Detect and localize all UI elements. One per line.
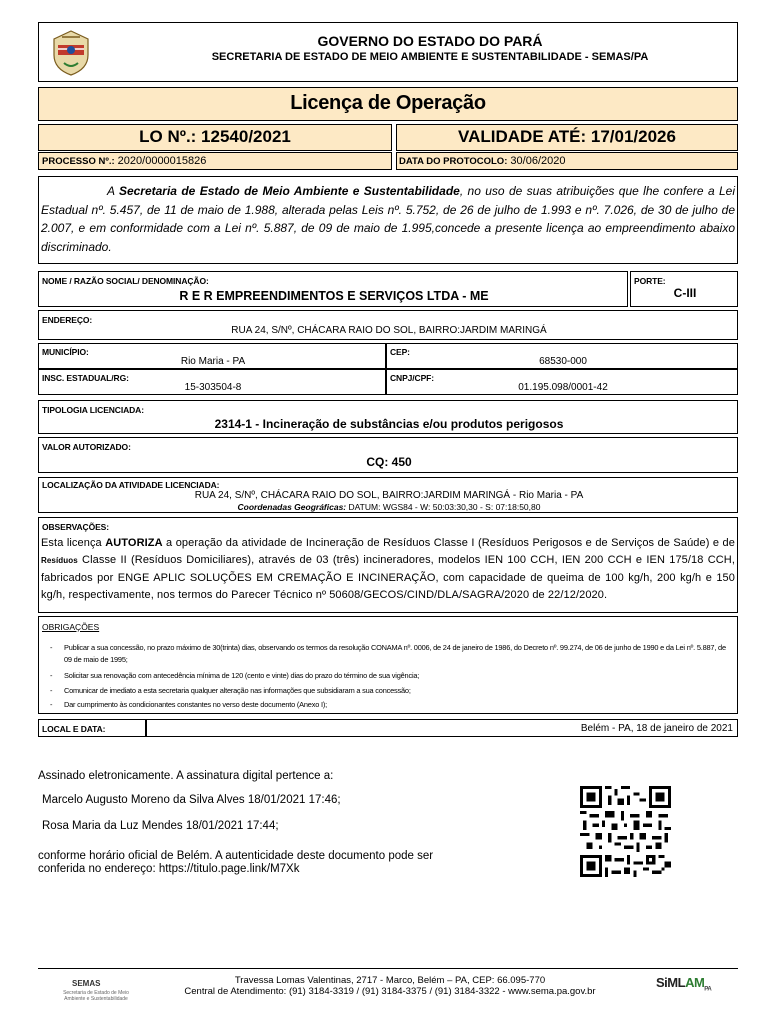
semas-logo-subtitle: Secretaria de Estado de Meio Ambiente e Sustentabilidade [63, 990, 129, 1002]
coords-value: DATUM: WGS84 - W: 50:03:30,30 - S: 07:18:50,80 [346, 502, 541, 512]
municipio-label: MUNICÍPIO: [42, 347, 89, 357]
obs-text-small: Resíduos [41, 556, 78, 566]
obs-text-bold: AUTORIZA [105, 537, 163, 549]
intro-text-bold: Secretaria de Estado de Meio Ambiente e Sustentabilidade [118, 184, 460, 198]
simlam-logo-accent: AM [685, 975, 705, 990]
nome-value: R E R EMPREENDIMENTOS E SERVIÇOS LTDA - ME [179, 289, 489, 303]
valor-row [38, 437, 738, 473]
valor-label: VALOR AUTORIZADO: [42, 442, 131, 452]
municipio-value: Rio Maria - PA [180, 356, 246, 367]
signer-2: Rosa Maria da Luz Mendes 18/01/2021 17:44; [42, 820, 279, 832]
nome-row [38, 271, 628, 307]
obrigacao-item: - Publicar a sua concessão, no prazo máximo de 30(trinta) dias, observando os termos da resolução CONAMA nº. 0006, de 24 de janeiro de 1986, do Decreto nº. 99.274, de 06 de junho de 1990 e da Lei nº. 5.887, de 09 de maio de 1995; [50, 642, 730, 665]
obrigacao-text: Dar cumprimento às condicionantes constantes no verso deste documento (Anexo I); [64, 700, 327, 709]
lo-number: LO Nº.: 12540/2021 [139, 127, 291, 146]
authenticity-note: conforme horário oficial de Belém. A autenticidade deste documento pode ser [38, 850, 434, 862]
cep-label: CEP: [390, 347, 410, 357]
protocol-value: 30/06/2020 [507, 155, 566, 167]
insc-label: INSC. ESTADUAL/RG: [42, 373, 129, 383]
obs-text-b: a operação da atividade de Incineração de Resíduos Classe I (Resíduos Perigosos e de Serviços de Saúde) e de [162, 537, 735, 549]
process-value: 2020/0000015826 [114, 155, 207, 167]
signature-intro: Assinado eletronicamente. A assinatura digital pertence a: [38, 770, 334, 782]
footer-contact[interactable]: Central de Atendimento: (91) 3184-3319 / (91) 3184-3375 / (91) 3184-3322 - www.sema.pa.gov.br [184, 986, 596, 997]
porte-value: C-III [673, 286, 697, 300]
protocol-date [399, 155, 566, 167]
localizacao-value: RUA 24, S/Nº, CHÁCARA RAIO DO SOL, BAIRRO:JARDIM MARINGÁ - Rio Maria - PA [194, 490, 584, 501]
local-data-value: Belém - PA, 18 de janeiro de 2021 [580, 723, 733, 734]
valor-value: CQ: 450 [366, 455, 412, 469]
endereco-label: ENDEREÇO: [42, 315, 93, 325]
process-number [42, 155, 206, 167]
validity-date: VALIDADE ATÉ: 17/01/2026 [458, 127, 676, 146]
state-seal-icon [50, 29, 92, 77]
obrigacao-text: Publicar a sua concessão, no prazo máximo de 30(trinta) dias, observando os termos da resolução CONAMA nº. 0006, de 24 de janeiro de 1986, do Decreto nº. 99.274, de 06 de junho de 1990 e da Lei nº. 5.887, de 09 de maio de 1995; [64, 643, 726, 664]
local-data-label-box [38, 719, 146, 737]
signer-1: Marcelo Augusto Moreno da Silva Alves 18/01/2021 17:46; [42, 794, 341, 806]
simlam-logo-text: SiML [656, 975, 686, 990]
simlam-logo [656, 975, 711, 993]
intro-paragraph [41, 182, 735, 256]
observacoes-text [41, 535, 735, 604]
cnpj-label: CNPJ/CPF: [390, 373, 434, 383]
obrigacao-text: Solicitar sua renovação com antecedência mínima de 120 (cento e vinte) dias do prazo do término de sua vigência; [64, 671, 420, 680]
intro-text-a: A [107, 184, 119, 198]
license-title: Licença de Operação [290, 92, 486, 114]
insc-row [38, 369, 386, 395]
semas-logo: SEMAS [72, 979, 101, 988]
local-data-label: LOCAL E DATA: [42, 724, 106, 734]
porte-row [630, 271, 738, 307]
authenticity-url[interactable]: conferida no endereço: https://titulo.page.link/M7Xk [38, 863, 300, 875]
footer-divider [38, 968, 738, 969]
government-title: GOVERNO DO ESTADO DO PARÁ [317, 33, 543, 49]
simlam-logo-suffix: PA [704, 986, 712, 993]
cep-value: 68530-000 [539, 356, 587, 367]
process-label: PROCESSO Nº.: [42, 156, 115, 167]
tipologia-row [38, 400, 738, 434]
cnpj-row [386, 369, 738, 395]
coordinates [39, 502, 739, 512]
insc-value: 15-303504-8 [184, 382, 242, 393]
obrigacao-item: - Solicitar sua renovação com antecedência mínima de 120 (cento e vinte) dias do prazo do término de sua vigência; [50, 670, 730, 682]
obrigacao-text: Comunicar de imediato a esta secretaria qualquer alteração nas informações que subsidiaram a sua concessão; [64, 686, 411, 695]
intro-text-b: , no uso de suas atribuições que lhe confere a Lei Estadual nº. 5.457, de 11 de maio de 1.988, alterada pelas Leis nº. 5.752, de 26 de julho de 1.993 e nº. 7.026, de 30 de julho de 2.007, e em conformidade com a Lei nº. 5.887, de 09 de maio de 1.995,concede a presente licença ao empreendimento abaixo discriminado. [41, 184, 736, 254]
cnpj-value: 01.195.098/0001-42 [518, 382, 608, 393]
endereco-row [38, 310, 738, 340]
footer-address: Travessa Lomas Valentinas, 2717 - Marco, Belém – PA, CEP: 66.095-770 [234, 975, 546, 986]
protocol-label: DATA DO PROTOCOLO: [399, 156, 508, 167]
obs-text-a: Esta licença [41, 537, 106, 549]
qr-code-icon[interactable] [580, 786, 671, 877]
tipologia-value: 2314-1 - Incineração de substâncias e/ou produtos perigosos [214, 417, 564, 431]
cep-row [386, 343, 738, 369]
local-data-value-box [146, 719, 738, 737]
municipio-row [38, 343, 386, 369]
obrigacao-item: - Dar cumprimento às condicionantes constantes no verso deste documento (Anexo I); [50, 699, 730, 711]
localizacao-label: LOCALIZAÇÃO DA ATIVIDADE LICENCIADA: [42, 480, 220, 490]
observacoes-label: OBSERVAÇÕES: [42, 522, 109, 532]
obs-text-c: Classe II (Resíduos Domiciliares), através de 03 (três) incineradores, modelos IEN 100 CCH, IEN 200 CCH e IEN 175/18 CCH, fabricados por ENGE APLIC SOLUÇÕES EM CREMAÇÃO E INCINERAÇÃO, com capacidade de queima de 100 kg/h, 200 kg/h e 150 kg/h, respectivamente, nos termos do Parecer Técnico nº 50608/GECOS/CIND/DLA/SAGRA/2020 de 22/12/2020. [41, 554, 735, 601]
porte-label: PORTE: [634, 276, 666, 286]
obrigacoes-label: OBRIGAÇÕES [42, 622, 100, 632]
coords-label: Coordenadas Geográficas: [237, 502, 347, 512]
secretariat-title: SECRETARIA DE ESTADO DE MEIO AMBIENTE E SUSTENTABILIDADE - SEMAS/PA [211, 51, 649, 63]
obrigacao-item: - Comunicar de imediato a esta secretaria qualquer alteração nas informações que subsidiaram a sua concessão; [50, 685, 730, 697]
endereco-value: RUA 24, S/Nº, CHÁCARA RAIO DO SOL, BAIRRO:JARDIM MARINGÁ [231, 325, 547, 336]
tipologia-label: TIPOLOGIA LICENCIADA: [42, 405, 144, 415]
localizacao-row [38, 477, 738, 513]
nome-label: NOME / RAZÃO SOCIAL/ DENOMINAÇÃO: [42, 276, 209, 286]
